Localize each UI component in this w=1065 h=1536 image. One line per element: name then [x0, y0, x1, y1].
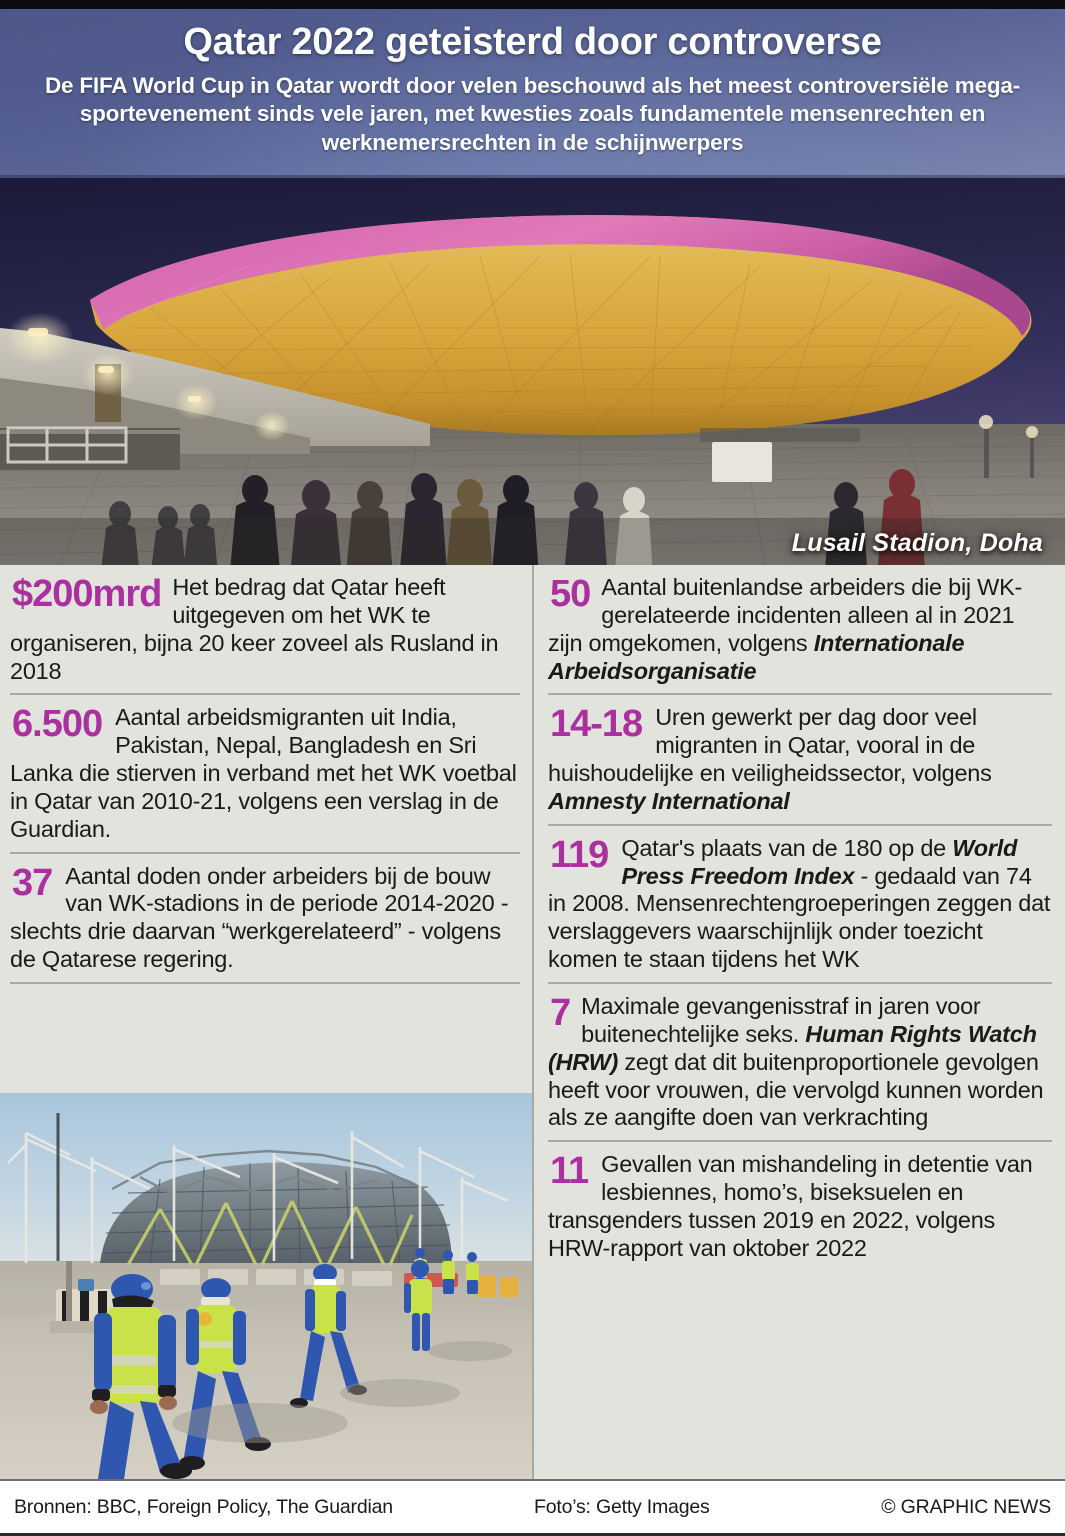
fact-text: Maximale gevangenisstraf in jaren voor buitenechtelijke seks. — [581, 992, 981, 1047]
fact-text: Aantal doden onder arbeiders bij de bouw van WK-stadions in de periode 2014-2020 - slechts drie daarvan “werkgerelateerd” - volgens de Qatarese regering. — [10, 862, 509, 973]
fact-emphasis: Internationale Arbeidsorganisatie — [548, 629, 965, 684]
fact-stat: 11 — [550, 1150, 589, 1193]
fact-stat: 14-18 — [550, 703, 643, 746]
fact-stat: 6.500 — [12, 703, 103, 746]
fact-body — [548, 574, 1052, 685]
facts-column-right — [532, 565, 1064, 1479]
fact-text: Aantal buitenlandse arbeiders die bij WK-gerelateerde incidenten alleen al in 2021 zijn omgekomen, volgens — [548, 574, 1023, 656]
facts-grid — [0, 565, 1065, 1479]
fact-item — [10, 854, 520, 984]
footer-brand-credit: © GRAPHIC NEWS — [881, 1495, 1051, 1518]
page-title: Qatar 2022 geteisterd door controverse — [183, 21, 882, 63]
fact-item — [548, 1142, 1052, 1270]
fact-body — [10, 704, 520, 843]
fact-emphasis: Human Rights Watch (HRW) — [548, 1020, 1037, 1075]
fact-item — [548, 565, 1052, 695]
footer-photo-credit: Foto’s: Getty Images — [534, 1495, 710, 1518]
fact-text: Aantal arbeidsmigranten uit India, Pakistan, Nepal, Bangladesh en Sri Lanka die stierven in verband met het WK voetbal in Qatar van 2010-21, volgens een verslag in de Guardian. — [10, 704, 517, 842]
fact-body — [548, 993, 1052, 1132]
fact-body — [548, 835, 1052, 974]
fact-emphasis: Amnesty International — [548, 787, 790, 814]
footer-sources: Bronnen: BBC, Foreign Policy, The Guardian — [14, 1495, 393, 1518]
fact-stat: 7 — [550, 991, 571, 1034]
standfirst-text: De FIFA World Cup in Qatar wordt door velen beschouwd als het meest controversiële mega-sportevenement sinds vele jaren, met kwesties zoals fundamentele mensenrechten en werknemersrechten in de schijnwerpers — [44, 72, 1021, 155]
fact-text-after: zegt dat dit buitenproportionele gevolgen heeft voor vrouwen, die vervolgd kunnen worden als ze aangifte doen van verkrachting — [548, 1048, 1044, 1131]
fact-item — [548, 695, 1052, 825]
fact-item — [10, 565, 520, 695]
fact-text: Het bedrag dat Qatar heeft uitgegeven om het WK te organiseren, bijna 20 keer zoveel als Rusland in 2018 — [10, 574, 499, 684]
fact-text-after: - gedaald van 74 in 2008. Mensenrechtengroeperingen zeggen dat verslaggevers waarschijnlijk onder toezicht komen te staan tijdens het WK — [548, 862, 1051, 973]
fact-stat: 50 — [550, 573, 591, 615]
fact-body — [548, 704, 1052, 815]
construction-photo-illustration — [0, 1093, 532, 1479]
fact-body — [10, 863, 520, 974]
footer-bar — [0, 1479, 1065, 1536]
fact-text: Uren gewerkt per dag door veel migranten in Qatar, vooral in de huishoudelijke en veiligheidssector, volgens — [548, 704, 992, 787]
fact-stat: $200mrd — [12, 573, 162, 615]
stadium-photo-illustration — [0, 178, 1065, 565]
header-banner — [0, 0, 1065, 178]
construction-photo — [0, 1093, 532, 1479]
fact-body — [10, 574, 520, 685]
fact-body — [548, 1151, 1052, 1262]
fact-emphasis: World Press Freedom Index — [621, 834, 1018, 889]
stadium-photo — [0, 178, 1065, 565]
fact-stat: 37 — [12, 861, 53, 904]
fact-text: Gevallen van mishandeling in detentie van lesbiennes, homo’s, biseksuelen en transgenders tussen 2019 en 2022, volgens HRW-rapport van oktober 2022 — [548, 1151, 1033, 1261]
stadium-photo-caption: Lusail Stadion, Doha — [791, 529, 1043, 557]
fact-item — [548, 984, 1052, 1142]
fact-item — [10, 695, 520, 853]
facts-column-left — [0, 565, 532, 1479]
fact-item — [548, 826, 1052, 984]
fact-stat: 119 — [550, 833, 609, 876]
fact-text: Qatar's plaats van de 180 op de — [621, 834, 953, 861]
